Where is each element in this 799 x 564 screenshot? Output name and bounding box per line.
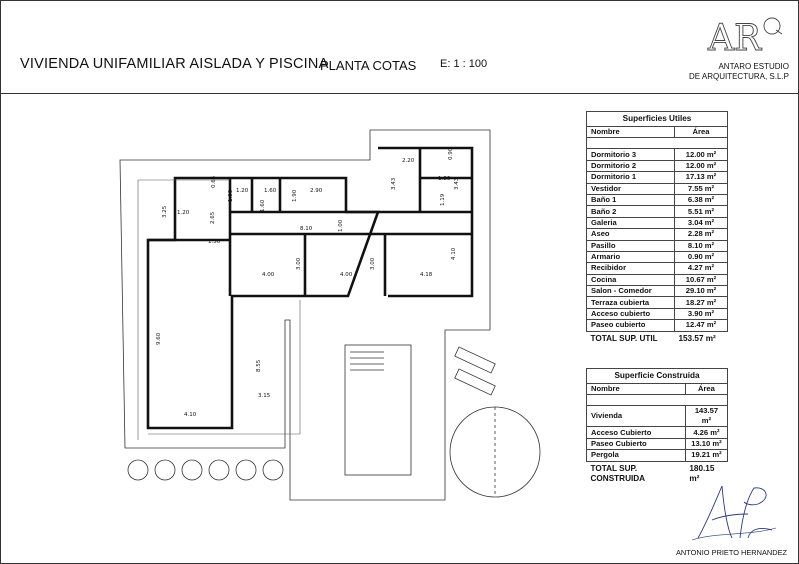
floor-plan bbox=[0, 95, 585, 564]
table-row bbox=[587, 160, 728, 171]
total-useful-label: TOTAL SUP. UTIL bbox=[590, 333, 658, 343]
table-row bbox=[587, 172, 728, 183]
room-name: Galeria bbox=[587, 217, 675, 228]
table-row bbox=[587, 240, 728, 251]
sun-lounger bbox=[455, 347, 495, 373]
room-area: 18.27 m² bbox=[674, 297, 727, 308]
column-header-area: Área bbox=[674, 127, 727, 138]
tree bbox=[263, 460, 283, 480]
dimension-label: 4.10 bbox=[184, 412, 197, 418]
room-area: 19.21 m² bbox=[685, 450, 727, 461]
dimension-label: 3.43 bbox=[391, 177, 397, 190]
studio-logo bbox=[706, 12, 786, 58]
room-name: Recibidor bbox=[587, 263, 675, 274]
tree bbox=[236, 460, 256, 480]
dimension-label: 1.90 bbox=[228, 189, 234, 202]
room-name: Pasillo bbox=[587, 240, 675, 251]
scale-label: E: 1 : 100 bbox=[440, 58, 488, 70]
dimension-label: 4.00 bbox=[340, 272, 353, 278]
built-area-rows bbox=[587, 406, 728, 461]
total-built-label: TOTAL SUP. CONSTRUIDA bbox=[590, 463, 646, 483]
room-area: 10.67 m² bbox=[674, 274, 727, 285]
title-block bbox=[0, 0, 799, 94]
dimension-label: 3.25 bbox=[162, 205, 168, 218]
dimension-label: 1.60 bbox=[260, 199, 266, 212]
dimension-label: 1.00 bbox=[338, 219, 344, 232]
room-area: 17.13 m² bbox=[674, 172, 727, 183]
table-row bbox=[587, 297, 728, 308]
column-header-name: Nombre bbox=[587, 127, 675, 138]
dimension-label: 3.43 bbox=[454, 177, 460, 190]
dimension-label: 1.19 bbox=[440, 193, 446, 206]
useful-area-table bbox=[586, 111, 728, 344]
useful-area-title: Superficies Utiles bbox=[587, 112, 728, 127]
room-area: 8.10 m² bbox=[674, 240, 727, 251]
dimension-label: 1.60 bbox=[264, 188, 277, 194]
studio-line-1: ANTARO ESTUDIO bbox=[718, 62, 789, 71]
project-title: VIVIENDA UNIFAMILIAR AISLADA Y PISCINA bbox=[20, 56, 329, 72]
tree bbox=[209, 460, 229, 480]
room-name: Vivienda bbox=[587, 406, 686, 427]
table-row bbox=[587, 308, 728, 319]
room-name: Dormitorio 1 bbox=[587, 172, 675, 183]
table-row bbox=[587, 183, 728, 194]
room-name: Armario bbox=[587, 251, 675, 262]
room-name: Dormitorio 3 bbox=[587, 149, 675, 160]
logo-text: AR bbox=[708, 18, 762, 58]
room-area: 3.90 m² bbox=[674, 308, 727, 319]
room-area: 12.00 m² bbox=[674, 149, 727, 160]
architect-name: ANTONIO PRIETO HERNANDEZ bbox=[676, 548, 788, 557]
table-row bbox=[587, 406, 728, 427]
architect-signature bbox=[688, 480, 778, 544]
room-name: Paseo cubierto bbox=[587, 320, 675, 331]
dimension-label: 4.18 bbox=[420, 272, 433, 278]
dimension-label: 4.00 bbox=[262, 272, 275, 278]
dimension-label: 3.15 bbox=[258, 393, 271, 399]
room-name: Baño 2 bbox=[587, 206, 675, 217]
tree bbox=[155, 460, 175, 480]
room-name: Baño 1 bbox=[587, 194, 675, 205]
room-name: Acceso Cubierto bbox=[587, 427, 686, 438]
total-useful-value: 153.57 m² bbox=[678, 333, 716, 343]
dimension-label: 8.10 bbox=[300, 226, 313, 232]
dimension-label: 1.20 bbox=[236, 188, 249, 194]
room-area: 13.10 m² bbox=[685, 438, 727, 449]
room-area: 4.27 m² bbox=[674, 263, 727, 274]
table-row bbox=[587, 274, 728, 285]
room-area: 12.47 m² bbox=[674, 320, 727, 331]
table-row bbox=[587, 251, 728, 262]
room-area: 7.55 m² bbox=[674, 183, 727, 194]
table-row bbox=[587, 450, 728, 461]
tree bbox=[182, 460, 202, 480]
room-area: 3.04 m² bbox=[674, 217, 727, 228]
studio-line-2: DE ARQUITECTURA, S.L.P bbox=[688, 72, 789, 81]
table-row bbox=[587, 263, 728, 274]
room-area: 143.57 m² bbox=[685, 406, 727, 427]
pool bbox=[345, 345, 411, 475]
room-name: Aseo bbox=[587, 229, 675, 240]
table-row bbox=[587, 427, 728, 438]
sun-lounger bbox=[455, 369, 495, 395]
room-area: 6.38 m² bbox=[674, 194, 727, 205]
room-area: 0.90 m² bbox=[674, 251, 727, 262]
table-row bbox=[587, 229, 728, 240]
dimension-label: 0.65 bbox=[211, 175, 217, 188]
useful-area-rows bbox=[587, 149, 728, 331]
dimension-label: 1.20 bbox=[177, 210, 190, 216]
table-row bbox=[587, 206, 728, 217]
table-row bbox=[587, 320, 728, 331]
room-area: 4.26 m² bbox=[685, 427, 727, 438]
room-area: 12.00 m² bbox=[674, 160, 727, 171]
dimension-label: 1.50 bbox=[208, 239, 221, 245]
spacer-row bbox=[587, 138, 728, 149]
table-row bbox=[587, 217, 728, 228]
room-name: Cocina bbox=[587, 274, 675, 285]
room-name: Pergola bbox=[587, 450, 686, 461]
room-area: 5.51 m² bbox=[674, 206, 727, 217]
dimension-label: 3.00 bbox=[370, 257, 376, 270]
dimension-label: 0.90 bbox=[448, 147, 454, 160]
dimension-label: 1.86 bbox=[438, 176, 451, 182]
plan-title: PLANTA COTAS bbox=[320, 58, 417, 73]
table-row bbox=[587, 149, 728, 160]
room-area: 29.10 m² bbox=[674, 286, 727, 297]
dimension-label: 1.90 bbox=[292, 189, 298, 202]
room-name: Terraza cubierta bbox=[587, 297, 675, 308]
built-area-title: Superficie Construida bbox=[587, 369, 728, 384]
table-row bbox=[587, 286, 728, 297]
dimension-label: 2.20 bbox=[402, 158, 415, 164]
table-row bbox=[587, 194, 728, 205]
table-row bbox=[587, 438, 728, 449]
column-header-name: Nombre bbox=[587, 384, 686, 395]
tree bbox=[128, 460, 148, 480]
spacer-row bbox=[587, 395, 728, 406]
dimension-label: 3.00 bbox=[296, 257, 302, 270]
room-name: Paseo Cubierto bbox=[587, 438, 686, 449]
dimension-label: 2.65 bbox=[210, 211, 216, 224]
room-area: 2.28 m² bbox=[674, 229, 727, 240]
dimension-label: 9.60 bbox=[156, 332, 162, 345]
studio-name bbox=[689, 62, 789, 82]
room-name: Salon - Comedor bbox=[587, 286, 675, 297]
room-name: Vestidor bbox=[587, 183, 675, 194]
dimension-label: 8.55 bbox=[256, 359, 262, 372]
room-name: Acceso cubierto bbox=[587, 308, 675, 319]
total-built-value: 180.15 m² bbox=[689, 463, 715, 483]
room-name: Dormitorio 2 bbox=[587, 160, 675, 171]
dimension-label: 4.10 bbox=[451, 247, 457, 260]
column-header-area: Área bbox=[685, 384, 727, 395]
built-area-table bbox=[586, 368, 728, 484]
dimension-label: 2.90 bbox=[310, 188, 323, 194]
